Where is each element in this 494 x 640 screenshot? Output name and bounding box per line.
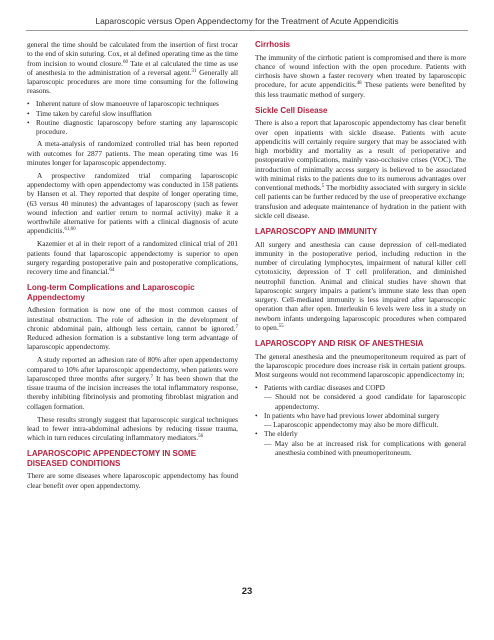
right-column [255,40,466,460]
paragraph-operating-time: general the time should be calculated from the insertion of first trocar to the end of skin suturing. Cox, et al defined operating time as the time from incision to wound closure.$^{60}$ Tate et al calculated the time as use of anesthesia to the administration of a reversal agent.$^{31}$ Generally all laparoscopic procedures are more time consuming for the following reasons. [27,40,238,96]
list-item: • In patients who have had previous lower abdominal surgery [255,411,466,420]
heading-long-term-complications: Long-term Complications and Laparoscopic Appendectomy [27,283,195,302]
list-subitem: — Should not be considered a good candidate for laparoscopic appendectomy. [264,392,466,411]
left-column [27,40,238,494]
paragraph-adhesion: Adhesion formation is now one of the most common causes of intestinal obstruction. The role of adhesion in the development of chronic abdominal pain, although less certain, cannot be ignored.$^7$ Reduced adhesion formation is a substantive long term advantage of laparoscopic appendectomy. [27,305,238,352]
heading-sickle-cell: Sickle Cell Disease [255,105,328,115]
list-item: • Inherent nature of slow manoeuvre of laparoscopic techniques [27,99,238,108]
paragraph-kazemier-trial: Kazemier et al in their report of a randomized clinical trial of 201 patients found that laparoscopic appendectomy is superior to open surgery regarding postoperative pain and postoperative complications, recovery time and financial.$^{64}$ [27,239,238,277]
paragraph-sickle-cell: There is also a report that laparoscopic appendectomy has clear benefit over open inpatients with sickle disease. Patients with acute appendicitis will certainly require surgery that may be associated with high morbidity and mortality as a result of perioperative and postoperative complications, mainly vaso-occlusive crises (VOC). The introduction of minimally access surgery is believed to be associated with minimal risks to the patients due to its numerous advantages over conventional methods.$^5$ The morbidity associated with surgery in sickle cell patients can be further reduced by the use of preoperative exchange transfusion and adequate maintenance of hydration in the patient with sickle cell disease. [255,118,466,220]
paragraph-diseases: There are some diseases where laparoscopic appendectomy has found clear benefit over open appendectomy. [27,471,238,490]
reasons-list [27,99,238,136]
heading-immunity: LAPAROSCOPY AND IMMUNITY [255,227,378,236]
list-item: • Patients with cardiac diseases and COPD [255,383,466,392]
paragraph-immunity: All surgery and anesthesia can cause depression of cell-mediated immunity in the postoperative period, including reduction in the number of circulating lymphocytes, impairment of natural killer cell cytotoxicity, depression of T cell proliferation, and diminished neutrophil function. Animal and clinical studies have shown that laparoscopic surgery impairs a patient’s immune state less than open surgery. Cell-mediated immunity is less impaired after laparoscopic operation than after open. Interleukin 6 levels were less in a study on newborn infants undergoing laparoscopic procedures when compared to open.$^{55}$ [255,239,466,332]
heading-diseased-conditions: LAPAROSCOPIC APPENDECTOMY IN SOME DISEASED CONDITIONS [27,449,197,468]
paragraph-anesthesia: The general anesthesia and the pneumoperitoneum required as part of the laparoscopic procedure does increase risk in certain patient groups. Most surgeons would not recommend laparoscopic appendicectomy in; [255,351,466,379]
paragraph-adhesion-rate: A study reported an adhesion rate of 80% after open appendectomy compared to 10% after laparoscopic appendectomy, when patients were laparoscoped three months after surgery.$^7$ It has been shown that the tissue trauma of the incision increases the total inflammatory response, thereby inhibiting fibrinolysis and promoting fibroblast migration and collagen formation. [27,355,238,411]
list-item: • The elderly [255,429,466,438]
list-subitem: — May also be at increased risk for complications with general anesthesia combined with pneumoperitoneum. [264,438,466,457]
paragraph-meta-analysis: A meta-analysis of randomized controlled trial has been reported with outcomes for 2877 patients. The mean operating time was 16 minutes longer for laparoscopic appendectomy. [27,139,238,167]
list-item: • Time taken by careful slow insufflation [27,109,238,118]
header-rule [26,30,468,31]
list-item: • Routine diagnostic laparoscopy before starting any laparoscopic procedure. [27,118,238,137]
page-number: 23 [241,586,253,597]
paragraph-hansen-trial: A prospective randomized trial comparing laparoscopic appendectomy with open appendectomy was conducted in 158 patients by Hansen et al. They reported that despite of longer operating time, (63 versus 40 minutes) the advantages of laparoscopy (such as fewer wound infection and earlier return to normal activity) make it a worthwhile alternative for patients with a clinical diagnosis of acute appendicitis.$^{61,60}$ [27,170,238,236]
heading-anesthesia: LAPAROSCOPY AND RISK OF ANESTHESIA [255,339,424,348]
heading-cirrhosis: Cirrhosis [255,40,291,49]
running-header: Laparoscopic versus Open Appendectomy for the Treatment of Acute Appendicitis [95,16,399,26]
paragraph-cirrhosis: The immunity of the cirrhotic patient is compromised and there is more chance of wound infection with the open procedure. Patients with cirrhosis have shown a faster recovery when treated by laparoscopic procedure, for acute appendicitis.$^{48}$ These patients were benefited by this less traumatic method of surgery. [255,52,467,99]
risk-groups-list [255,383,466,457]
list-subitem: — Laparoscopic appendectomy may also be more difficult. [264,420,439,430]
paragraph-results: These results strongly suggest that laparoscopic surgical techniques lead to fewer intra-abdominal adhesions by reducing tissue trauma, which in turn reduces circulating inflammatory mediators.$^{56}$ [27,414,238,443]
